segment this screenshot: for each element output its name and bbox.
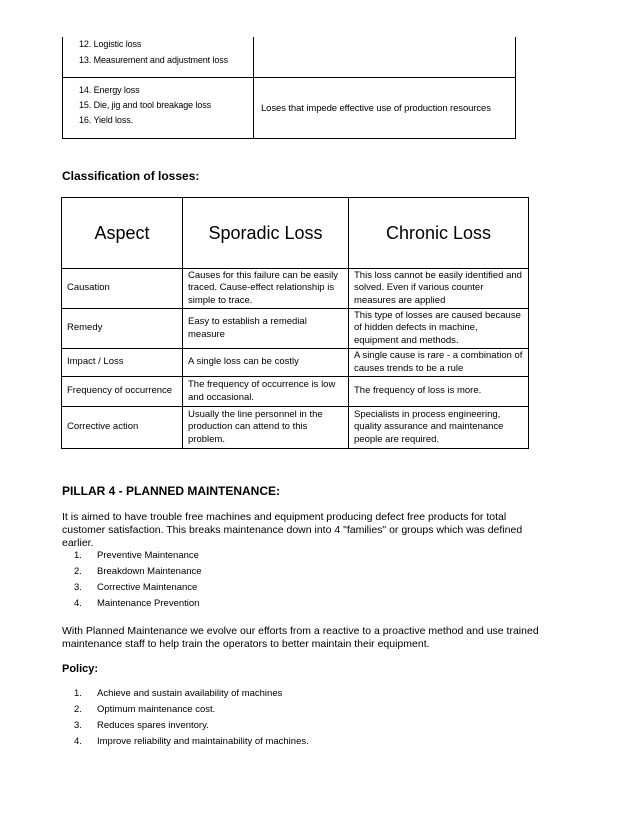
header-sporadic-loss: Sporadic Loss — [183, 198, 349, 269]
loss-item: 12. Logistic loss — [79, 39, 142, 49]
loss-item: 14. Energy loss — [79, 85, 140, 95]
header-chronic-loss: Chronic Loss — [349, 198, 529, 269]
list-item: 4. Maintenance Prevention — [74, 598, 200, 609]
aspect-cell: Corrective action — [62, 407, 183, 449]
table-row — [62, 309, 529, 349]
loss-description: Loses that impede effective use of production resources — [261, 103, 491, 114]
list-item: 2. Breakdown Maintenance — [74, 566, 202, 577]
sporadic-cell: The frequency of occurrence is low and occasional. — [183, 377, 349, 407]
classification-table — [61, 197, 529, 449]
sporadic-cell: Causes for this failure can be easily traced. Cause-effect relationship is simple to trace. — [183, 269, 349, 309]
list-item: 3. Reduces spares inventory. — [74, 720, 209, 731]
chronic-cell: This loss cannot be easily identified and solved. Even if various counter measures are applied — [349, 269, 529, 309]
table-row — [62, 407, 529, 449]
loss-list-table — [62, 37, 516, 139]
chronic-cell: A single cause is rare - a combination of causes trends to be a rule — [349, 349, 529, 377]
header-aspect: Aspect — [62, 198, 183, 269]
pillar4-heading: PILLAR 4 - PLANNED MAINTENANCE: — [62, 484, 280, 498]
loss-item: 15. Die, jig and tool breakage loss — [79, 100, 212, 110]
chronic-cell: This type of losses are caused because of hidden defects in machine, equipment and methods. — [349, 309, 529, 349]
classification-heading: Classification of losses: — [62, 169, 200, 183]
column-divider — [253, 37, 254, 138]
policy-list — [74, 686, 309, 750]
list-item: 1. Preventive Maintenance — [74, 550, 199, 561]
families-list — [74, 548, 202, 612]
pillar4-paragraph: With Planned Maintenance we evolve our efforts from a reactive to a proactive method and use trained maintenance staff to help train the operators to better maintain their equipment. — [62, 625, 539, 650]
sporadic-cell: Easy to establish a remedial measure — [183, 309, 349, 349]
policy-heading: Policy: — [62, 663, 99, 675]
loss-item: 13. Measurement and adjustment loss — [79, 55, 229, 65]
aspect-cell: Remedy — [62, 309, 183, 349]
sporadic-cell: A single loss can be costly — [183, 349, 349, 377]
aspect-cell: Impact / Loss — [62, 349, 183, 377]
aspect-cell: Causation — [62, 269, 183, 309]
sporadic-cell: Usually the line personnel in the production can attend to this problem. — [183, 407, 349, 449]
loss-item: 16. Yield loss. — [79, 115, 134, 125]
table-row — [62, 349, 529, 377]
list-item: 4. Improve reliability and maintainability of machines. — [74, 736, 309, 747]
table-row — [62, 269, 529, 309]
table-row — [62, 377, 529, 407]
list-item: 1. Achieve and sustain availability of machines — [74, 688, 283, 699]
aspect-cell: Frequency of occurrence — [62, 377, 183, 407]
list-item: 3. Corrective Maintenance — [74, 582, 198, 593]
chronic-cell: The frequency of loss is more. — [349, 377, 529, 407]
list-item: 2. Optimum maintenance cost. — [74, 704, 216, 715]
chronic-cell: Specialists in process engineering, quality assurance and maintenance people are required. — [349, 407, 529, 449]
pillar4-intro: It is aimed to have trouble free machines and equipment producing defect free products for total customer satisfaction. This breaks maintenance down into 4 "families" or groups which was defined earlier. — [62, 511, 523, 549]
row-divider — [63, 77, 515, 78]
